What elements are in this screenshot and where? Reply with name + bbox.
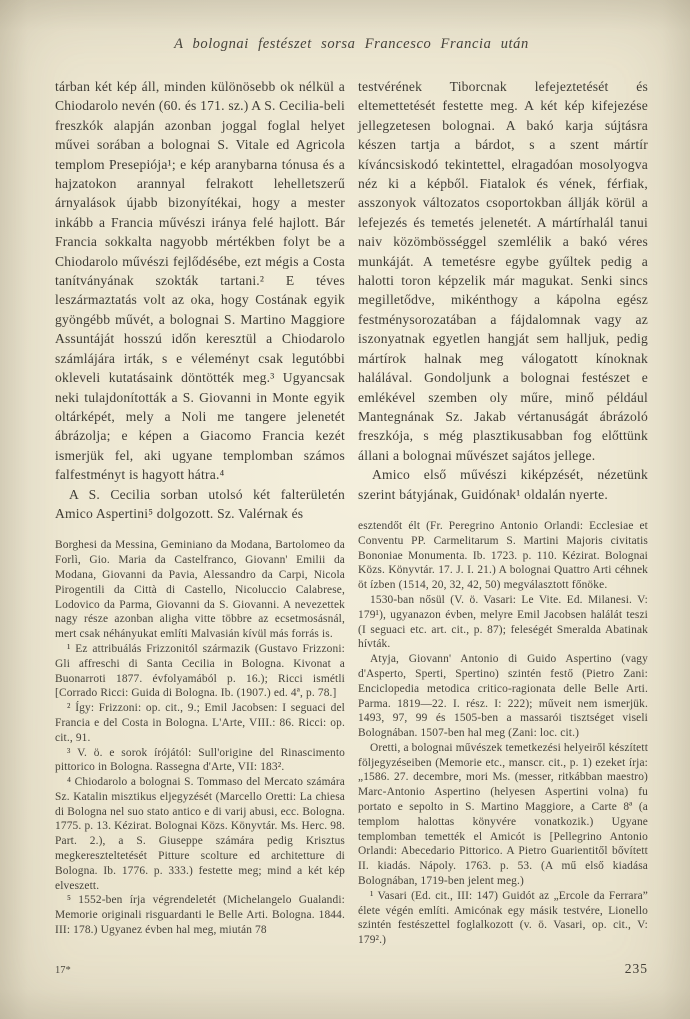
footnote-1: ¹ Ez attribuálás Frizzonitól származik (Gustavo Frizzoni: Gli affreschi di Santa Cecilia in Bologna. Kivonat a Buonarroti 1877. évfolyamából p. 16.); Ricci ismétli [Corrado Ricci: Guida di Bologna. Ib. (1907.) ed. 4ª, p. 78.] <box>55 642 345 700</box>
footnote-continuation: esztendőt élt (Fr. Peregrino Antonio Orlandi: Ecclesiae et Conventu PP. Carmelitarum S. Martini Majoris civitatis Bononiae Monumenta. Ib. 1723. p. 110. Kézirat. Bolognai Közs. Könyvtár. 17. J. I. 21.) A bolognai Quattro Arti céhnek öt ízben (1514, 20, 32, 42, 50) megválasztott főnöke. <box>358 519 648 592</box>
right-column <box>358 77 648 948</box>
left-column-body <box>55 77 345 523</box>
signature-mark: 17* <box>55 965 71 976</box>
body-paragraph: A S. Cecilia sorban utolsó két falterületén Amico Aspertini⁵ dolgozott. Sz. Valérnak és <box>55 486 345 521</box>
footnote-paragraph: Oretti, a bolognai művészek temetkezési helyeiről készített följegyzéseiben (Memorie etc., manscr. cit., p. 1) ezeket írja: „1586. 27. decembre, mori Ms. (messer, ritkábban maestro) Marc-Antonio Aspertino (helyesen Aspertini volna) fu portato e sepolto in S. Martino Maggiore, a Carte 8ª (a templom halottas könyvére vonatkozik.) Ugyane templomban temették el Amicót is [Pellegrino Antonio Orlandi: Abecedario Pittorico. A Pietro Guarientitől bővített II. kiadás. Nápoly. 1763. p. 53. (A mű első kiadása Bolognában, 1719-ben jelent meg.) <box>358 741 649 888</box>
footnote-2: ² Így: Frizzoni: op. cit., 9.; Emil Jacobsen: I seguaci del Francia e del Costa in Bologna. L'Arte, VIII.: 86. Ricci: op. cit., 91. <box>55 702 345 744</box>
body-paragraph: tárban két kép áll, minden különösebb ok nélkül a Chiodarolo nevén (60. és 171. sz.) A S. Cecilia-beli freszkók alapján azonban joggal foglal helyet művei sorában a bolognai S. Vitale ed Agricola templom Presepiója¹; e kép aranybarna tónusa és a hajzatokon arannyal felrakott lehelletszerű árnyalások újabb bizonyítékai, hogy a mester inkább a Francia művészi iránya felé hajlott. Bár Francia sokkalta nagyobb mértékben folyt be a Chiodarolo művészi fejlődésébe, ezt mégis a Costa tanítványának szokták tartani.² E téves leszármaztatás volt az oka, hogy Costának egyik gyöngébb művét, a bolognai S. Martino Maggiore Assuntáját hosszú időn keresztül a Chiodarolo számlájára irták, s e véleményt csak legutóbbi okleveli kutatásaink döntötték meg.³ Ugyancsak neki tulajdonították a S. Giovanni in Monte egyik oltárképét, mely a Noli me tangere jelenetét ábrázolja; e képen a Giacomo Francia kezét ismerjük fel, aki ugyane templomban számos falfestményt is hagyott hátra.⁴ <box>55 79 345 483</box>
footnote-4: ⁴ Chiodarolo a bolognai S. Tommaso del Mercato számára Sz. Katalin misztikus eljegyzését (Marcello Oretti: La chiesa di Bologna nel suo stato antico e di varij abusi, ecc. Bologna. 1775. p. 13. Kézirat. Bolognai Közs. Könyvtár. Ms. Herc. 98. Part. 2.), a S. Giuseppe számára pedig Krisztus megkereszteltetését Pitture scolture ed architetture di Bologna. Ib. 1776. p. 333.) festette meg; mind a két kép elveszett. <box>55 776 345 892</box>
right-column-footnotes <box>358 519 648 948</box>
footnote-3: ³ V. ö. e sorok írójától: Sull'origine del Rinascimento pittorico in Bologna. Rassegna d'Arte, VII: 183². <box>55 746 345 774</box>
footnote-paragraph: 1530-ban nősül (V. ö. Vasari: Le Vite. Ed. Milanesi. V: 179¹), ugyanazon évben, melyre Emil Jacobsen halálát teszi (I seguaci etc. art. cit., p. 87); feleségét Smeralda Abatinak hívták. <box>358 593 648 651</box>
left-column <box>55 77 345 948</box>
footnote-1: ¹ Vasari (Ed. cit., III: 147) Guidót az „Ercole da Ferrara” élete végén említi. Amicónak egy másik testvére, Lionello szintén festészettel foglalkozott (v. ö. Vasari, op. cit., V: 179².) <box>358 889 648 947</box>
footnote-paragraph: Atyja, Giovann' Antonio di Guido Aspertino (vagy d'Asperto, Sperti, Spertino) szintén festő (Pietro Zani: Enciclopedia metodica critico-ragionata delle Belle Arti. Parma. 1819—22. I. rész. I: 222); műveit nem ismerjük. 1493, 97, 99 és 1505-ben a massarói tisztséget viseli Bolognában. 1507-ben hal meg (Zani: loc. cit.) <box>358 653 648 740</box>
right-column-body <box>358 77 648 504</box>
page-footer <box>55 961 648 977</box>
footnote-5: ⁵ 1552-ben írja végrendeletét (Michelangelo Gualandi: Memorie originali risguardanti le Belle Arti. Bologna. 1844. III: 178.) Ugyanez évben hal meg, miután 78 <box>55 894 345 937</box>
left-column-footnotes <box>55 538 345 938</box>
body-paragraph: testvérének Tiborcnak lefejeztetését és eltemettetését festette meg. A két kép kifejezése jellegzetesen bolognai. A bakó karja sújtásra készen tartja a bárdot, s a szent mártír kíváncsiskodó tekintettel, elragadóan mosolyogva néz ki a képből. Fiatalok és vének, férfiak, asszonyok változatos csoportokban állják körül a lefejezés és temetés jelenetét. A mártírhalál tanui naiv közömbösséggel szemlélik a bakó véres munkáját. A temetésre egybe gyűltek pedig a halotti toron képzelik már magukat. Senki sincs megilletődve, mikénthogy a kápolna egész festménysorozatában a fájdalomnak vagy az iszonyatnak egyetlen hangját sem halljuk, pedig mártírok halnak meg válogatott kínoknak halálával. Gondoljunk a bolognai festészet e emlékével szemben oly műre, minő például Mantegnának Sz. Jakab vértanuságát ábrázoló freszkója, s még plasztikusabban fog előttünk állani a bolognai művészet sajátos jellege. <box>358 79 648 463</box>
footnote-continuation: Borghesi da Messina, Geminiano da Modana, Bartolomeo da Forlì, Gio. Maria da Castelfranco, Giovann' Emilii da Modana, Giovanni da Pavia, Alessandro da Carpi, Nicola Pirogentili da Città di Castello, Nicoluccio Calabrese, Lodovico da Parma, Giovanni da S. Giovanni. A nevezettek nagy része azonban aligha vitte többre az ecsetmosásnál, mert csak néhányukat említi Malvasián kívül más forrás is. <box>55 539 345 641</box>
running-header: A bolognai festészet sorsa Francesco Francia után <box>174 36 529 52</box>
page-number: 235 <box>624 961 648 976</box>
body-paragraph: Amico első művészi kiképzését, nézetünk szerint bátyjának, Guidónak¹ oldalán nyerte. <box>358 467 648 502</box>
two-column-layout <box>55 77 648 948</box>
